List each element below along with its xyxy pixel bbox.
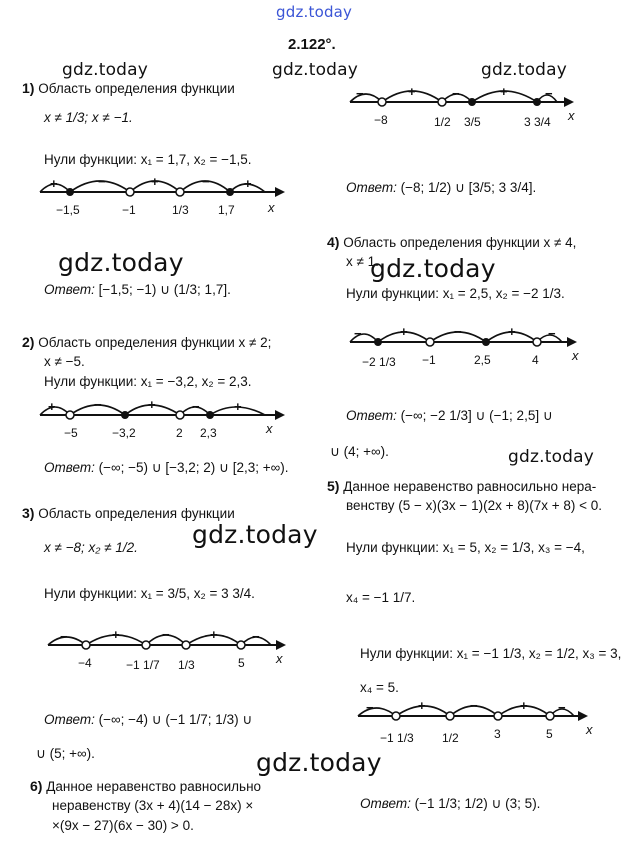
p2-header: 2) Область определения функции x ≠ 2; — [22, 334, 272, 350]
p3-point-1 — [82, 641, 90, 649]
p1-domain-cond: x ≠ 1/3; x ≠ −1. — [44, 110, 133, 125]
p3-tick-2: −1 1/7 — [126, 658, 160, 672]
p5-line-2: венству (5 − x)(3x − 1)(2x + 8)(7x + 8) < 0. — [346, 498, 602, 513]
p2-domain-cond: x ≠ −5. — [44, 354, 85, 369]
p1-number-line — [20, 170, 320, 250]
p5-zeros-2: Нули функции: x₁ = −1 1/3, x₂ = 1/2, x₃ = 3, — [360, 646, 622, 661]
p3-answer: Ответ: (−∞; −4) ∪ (−1 1/7; 1/3) ∪ — [44, 712, 253, 727]
p4-domain-cond: x ≠ 1. — [346, 254, 379, 269]
watermark-large-2: gdz.today — [192, 520, 318, 549]
p1-axis-label: x — [268, 200, 275, 215]
p1-sign-5: + — [244, 176, 252, 191]
p3-sign-5: − — [252, 629, 260, 644]
p4-axis-arrow — [567, 337, 577, 347]
p4-point-3 — [482, 338, 490, 346]
watermark-large-1: gdz.today — [58, 248, 184, 277]
watermark-4: gdz.today — [508, 447, 595, 467]
p4-tick-2: −1 — [422, 353, 436, 367]
p2-point-1 — [66, 411, 74, 419]
p4-tick-1: −2 1/3 — [362, 355, 396, 369]
p3-axis-label: x — [276, 651, 283, 666]
p1-sign-4: − — [202, 174, 210, 189]
p3b-number-line — [342, 80, 632, 160]
p2-sign-3: + — [148, 397, 156, 412]
p3b-axis-arrow — [564, 97, 574, 107]
p5-sign-arcs — [358, 706, 574, 716]
p3-point-4 — [237, 641, 245, 649]
p5-sign-2: + — [418, 698, 426, 713]
p4-tick-3: 2,5 — [474, 353, 491, 367]
p2-axis-arrow — [275, 410, 285, 420]
p1-zeros: Нули функции: x₁ = 1,7, x₂ = −1,5. — [44, 152, 252, 167]
p3-axis-arrow — [276, 640, 286, 650]
p2-tick-3: 2 — [176, 426, 183, 440]
p3-tick-1: −4 — [78, 656, 92, 670]
p4-answer: Ответ: (−∞; −2 1/3] ∪ (−1; 2,5] ∪ — [346, 408, 553, 423]
p3-number-line — [36, 625, 336, 695]
p3b-point-2 — [438, 98, 446, 106]
p5-line-1: 5) Данное неравенство равносильно нера- — [327, 478, 597, 494]
p1-tick-4: 1,7 — [218, 203, 235, 217]
p3b-sign-4: + — [500, 84, 508, 99]
p3b-tick-1: −8 — [374, 113, 388, 127]
p1-tick-2: −1 — [122, 203, 136, 217]
p5-axis-arrow — [578, 711, 588, 721]
p5-number-line — [350, 696, 620, 776]
p1-tick-1: −1,5 — [56, 203, 80, 217]
p3b-tick-4: 3 3/4 — [524, 115, 551, 129]
p2-axis-label: x — [266, 421, 273, 436]
p1-sign-3: + — [151, 174, 159, 189]
p5-zeros-1: Нули функции: x₁ = 5, x₂ = 1/3, x₃ = −4, — [346, 540, 585, 555]
p5-point-1 — [392, 712, 400, 720]
p1-point-4 — [226, 188, 234, 196]
p4-sign-5: − — [548, 326, 556, 341]
p3-domain-cond: x ≠ −8; x₂ ≠ 1/2. — [44, 540, 138, 555]
p3b-axis-label: x — [568, 108, 575, 123]
p3b-sign-3: − — [452, 86, 460, 101]
p1-point-2 — [126, 188, 134, 196]
p5-answer: Ответ: (−1 1/3; 1/2) ∪ (3; 5). — [360, 796, 541, 811]
p1-answer: Ответ: [−1,5; −1) ∪ (1/3; 1,7]. — [44, 282, 231, 297]
p6-line-1: 6) Данное неравенство равносильно — [30, 778, 262, 794]
p2-point-4 — [206, 411, 214, 419]
p1-header: 1) Область определения функции — [22, 80, 235, 96]
p4-header: 4) Область определения функции x ≠ 4, — [327, 234, 577, 250]
p3b-point-3 — [468, 98, 476, 106]
p2-point-2 — [121, 411, 129, 419]
p5-sign-4: + — [520, 698, 528, 713]
p3-zeros: Нули функции: x₁ = 3/5, x₂ = 3 3/4. — [44, 586, 255, 601]
p3b-tick-3: 3/5 — [464, 115, 481, 129]
p4-axis-label: x — [572, 348, 579, 363]
p1-point-3 — [176, 188, 184, 196]
p1-sign-2: − — [98, 174, 106, 189]
p3b-point-1 — [378, 98, 386, 106]
p2-sign-1: + — [48, 399, 56, 414]
p4-zeros: Нули функции: x₁ = 2,5, x₂ = −2 1/3. — [346, 286, 565, 301]
watermark-3: gdz.today — [481, 60, 568, 80]
p3-tick-4: 5 — [238, 656, 245, 670]
watermark-large-4: gdz.today — [370, 254, 496, 283]
p2-sign-4: − — [192, 399, 200, 414]
p3-point-3 — [182, 641, 190, 649]
p2-sign-2: − — [94, 397, 102, 412]
p3b-sign-2: + — [408, 84, 416, 99]
p2-tick-4: 2,3 — [200, 426, 217, 440]
p5-point-2 — [446, 712, 454, 720]
p3b-sign-5: − — [545, 86, 553, 101]
p1-point-1 — [66, 188, 74, 196]
p5-sign-1: − — [366, 700, 374, 715]
p5-axis-label: x — [586, 722, 593, 737]
p1-axis-arrow — [275, 187, 285, 197]
p3b-point-4 — [533, 98, 541, 106]
p4-number-line — [342, 322, 632, 392]
p2-point-3 — [176, 411, 184, 419]
p1-tick-3: 1/3 — [172, 203, 189, 217]
p4-sign-3: − — [454, 324, 462, 339]
p5-sign-5: − — [558, 700, 566, 715]
p2-answer: Ответ: (−∞; −5) ∪ [−3,2; 2) ∪ [2,3; +∞). — [44, 460, 289, 475]
watermark-1: gdz.today — [62, 60, 149, 80]
p1-sign-1: + — [50, 176, 58, 191]
p5-point-4 — [546, 712, 554, 720]
p4-sign-4: + — [508, 324, 516, 339]
p4-point-4 — [533, 338, 541, 346]
p5-tick-1: −1 1/3 — [380, 731, 414, 745]
p5-point-3 — [494, 712, 502, 720]
p4-point-1 — [374, 338, 382, 346]
p6-line-2: неравенству (3x + 4)(14 − 28x) × — [52, 798, 254, 813]
p3-header: 3) Область определения функции — [22, 505, 235, 521]
watermark-2: gdz.today — [272, 60, 359, 80]
p3b-answer: Ответ: (−8; 1/2) ∪ [3/5; 3 3/4]. — [346, 180, 537, 195]
p2-zeros: Нули функции: x₁ = −3,2, x₂ = 2,3. — [44, 374, 252, 389]
p3-answer-cont: ∪ (5; +∞). — [36, 746, 95, 761]
p5-zeros-1b: x₄ = −1 1/7. — [346, 590, 416, 605]
p2-tick-2: −3,2 — [112, 426, 136, 440]
top-watermark: gdz.today — [276, 3, 353, 21]
p3-tick-3: 1/3 — [178, 658, 195, 672]
problem-number: 2.122°. — [288, 36, 336, 53]
p5-tick-3: 3 — [494, 727, 501, 741]
p3b-sign-1: − — [356, 86, 364, 101]
p4-sign-1: − — [354, 326, 362, 341]
p3-sign-2: + — [112, 627, 120, 642]
p4-tick-4: 4 — [532, 353, 539, 367]
p5-zeros-2b: x₄ = 5. — [360, 680, 399, 695]
p3b-tick-2: 1/2 — [434, 115, 451, 129]
p5-tick-4: 5 — [546, 727, 553, 741]
p2-tick-1: −5 — [64, 426, 78, 440]
p3-sign-4: + — [210, 627, 218, 642]
watermark-large-3: gdz.today — [256, 748, 382, 777]
p2-sign-5: + — [234, 399, 242, 414]
p2-number-line — [20, 395, 320, 455]
p6-line-3: ×(9x − 27)(6x − 30) > 0. — [52, 818, 194, 833]
p5-tick-2: 1/2 — [442, 731, 459, 745]
p4-point-2 — [426, 338, 434, 346]
p3-sign-3: − — [162, 627, 170, 642]
p3-sign-1: − — [60, 629, 68, 644]
p3-point-2 — [142, 641, 150, 649]
p5-sign-3: − — [470, 698, 478, 713]
p4-sign-2: + — [400, 324, 408, 339]
p4-answer-cont: ∪ (4; +∞). — [330, 444, 389, 459]
